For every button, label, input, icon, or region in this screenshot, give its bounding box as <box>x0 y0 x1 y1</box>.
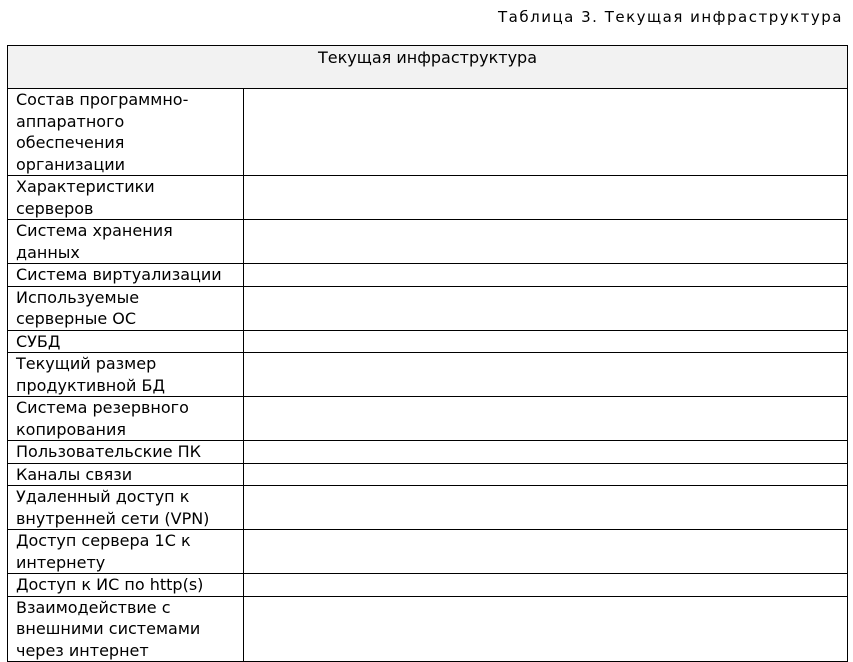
row-label: Система хранения данных <box>8 220 244 264</box>
row-value <box>244 286 848 330</box>
row-value <box>244 176 848 220</box>
row-value <box>244 220 848 264</box>
row-label: Система виртуализации <box>8 264 244 287</box>
row-label: Система резервного копирования <box>8 397 244 441</box>
table-row <box>8 397 848 441</box>
row-value <box>244 330 848 353</box>
table-row <box>8 574 848 597</box>
table-row <box>8 89 848 176</box>
row-value <box>244 574 848 597</box>
table-header: Текущая инфраструктура <box>8 46 848 89</box>
row-label: Взаимодействие с внешними системами через интернет <box>8 596 244 662</box>
row-value <box>244 463 848 486</box>
row-label: Характеристики серверов <box>8 176 244 220</box>
row-value <box>244 486 848 530</box>
infrastructure-table <box>7 45 848 662</box>
table-row <box>8 220 848 264</box>
table-row <box>8 463 848 486</box>
table-row <box>8 176 848 220</box>
row-value <box>244 596 848 662</box>
row-label: Каналы связи <box>8 463 244 486</box>
table-row <box>8 530 848 574</box>
row-label: Доступ к ИС по http(s) <box>8 574 244 597</box>
row-value <box>244 530 848 574</box>
table-row <box>8 486 848 530</box>
table-row <box>8 353 848 397</box>
table-row <box>8 596 848 662</box>
table-row <box>8 264 848 287</box>
row-value <box>244 397 848 441</box>
row-value <box>244 441 848 464</box>
row-value <box>244 89 848 176</box>
row-label: Доступ сервера 1С к интернету <box>8 530 244 574</box>
row-label: Используемые серверные ОС <box>8 286 244 330</box>
row-label: Состав программно-аппаратного обеспечения организации <box>8 89 244 176</box>
row-label: Пользовательские ПК <box>8 441 244 464</box>
row-value <box>244 353 848 397</box>
table-row <box>8 441 848 464</box>
row-label: Текущий размер продуктивной БД <box>8 353 244 397</box>
row-label: Удаленный доступ к внутренней сети (VPN) <box>8 486 244 530</box>
table-caption: Таблица 3. Текущая инфраструктура <box>498 8 843 26</box>
table-header-row <box>8 46 848 89</box>
row-label: СУБД <box>8 330 244 353</box>
row-value <box>244 264 848 287</box>
table-row <box>8 286 848 330</box>
table-row <box>8 330 848 353</box>
